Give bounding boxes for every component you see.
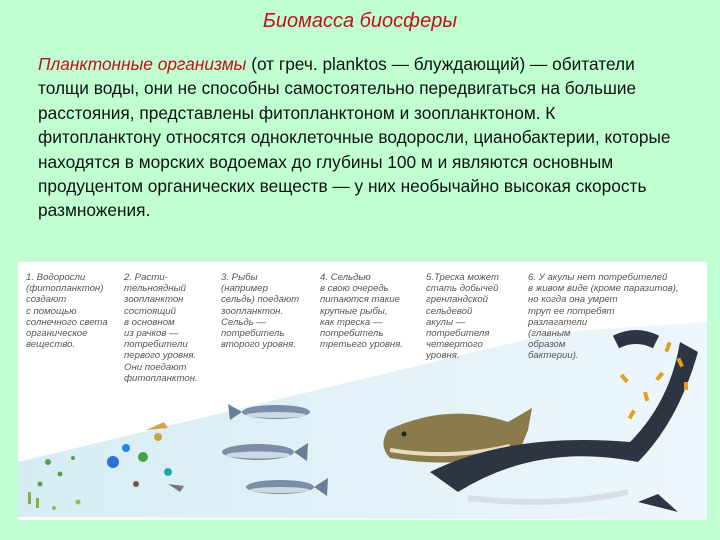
slide-title: Биомасса биосферы [262,10,458,32]
plankton-definition: (от греч. planktos — блуждающий) — обитатели толщи воды, они не способны самостоятельно передвигаться на большие расстояния, представлены фитопланктоном и зоопланктоном. К фитопланктону относятся одноклеточные водоросли, цианобактерии, которые находятся в морских водоемах до глубины 100 м и являются основным продуцентом органических веществ — у них необычайно высокая скорость размножения. [38,54,671,221]
caption-shark: 6. У акулы нет потребителей в живом виде (кроме паразитов), но когда она умрет труп ее потребят разлагатели (главным образом бактерии). [528,272,679,362]
food-chain-illustration [18,262,707,520]
caption-herring: 4. Сельдью в свою очередь питаются такие крупные рыбы, как треска — потребитель третьего уровня. [320,272,403,351]
plankton-paragraph [38,52,678,223]
plankton-term: Планктонные организмы [38,54,247,74]
caption-cod: 5.Треска может стать добычей гренландской сельдевой акулы — потребителя четвертого уровня. [426,272,499,362]
caption-zooplankton: 2. Расти- тельноядный зоопланктон состоящий в основном из рачков — потребители первого уровня. Они поедают фитопланктон. [124,272,198,384]
caption-algae: 1. Водоросли (фитопланктон) создают с помощью солнечного света органическое вещество. [26,272,108,351]
caption-fish: 3. Рыбы (например сельдь) поедают зоопланктон. Сельдь — потребитель второго уровня. [221,272,300,351]
